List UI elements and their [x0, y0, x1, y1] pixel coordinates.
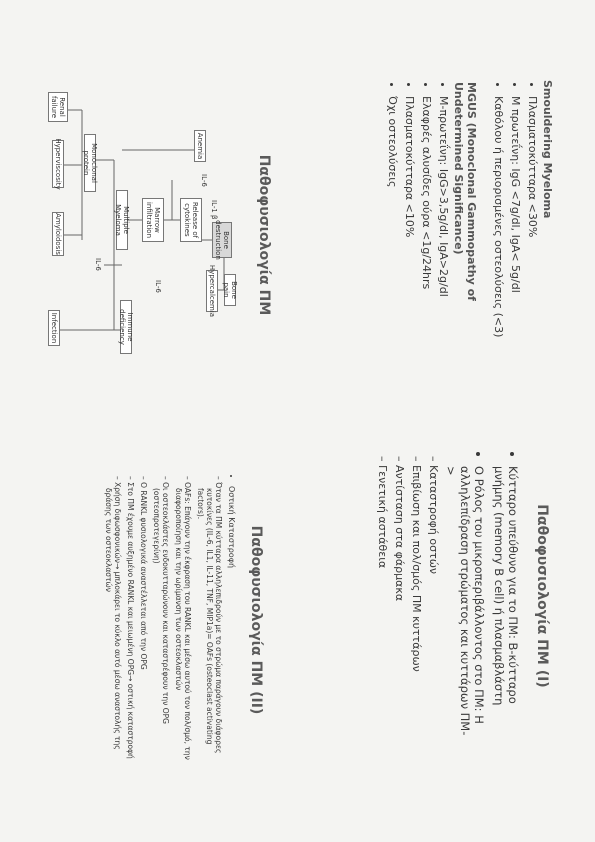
list-item: • Μ πρωτεΐνη: IgG <7g/dl, IgA< 5g/dl	[509, 96, 522, 369]
pathophysiology-diagram	[42, 90, 238, 380]
slide3-list	[444, 450, 520, 742]
slide-title: Παθοφυσιολογία ΠΜ	[256, 154, 272, 316]
slide-smouldering-myeloma	[328, 72, 560, 377]
list-item: – OAFs: Επάγουν την έκφραση του RANKL και μέσω αυτού τον πολ/σμό, την διαφοροποίηση και την ωρίμανση των οστεοκλαστών	[174, 488, 192, 770]
list-item: • Καθόλου ή περιορισμένες οστεολύσεις (<3)	[492, 96, 505, 369]
box-anemia: Anemia	[194, 130, 206, 162]
list-item: – Καταστροφή οστών	[427, 468, 440, 742]
list-item: – Γενετική αστάθεια	[376, 468, 389, 742]
smouldering-list	[492, 80, 539, 369]
slide3-sublist	[376, 450, 440, 742]
slide4-list	[227, 470, 236, 770]
list-item: – Οι οστεοκλάστες ενδοκυτταρώνουν και καταστρέφουν την OPG (οστεοπροτεγερίνη)	[152, 488, 170, 770]
box-hypercalcemia: Hypercalcemia	[208, 264, 216, 318]
list-item: • Ο Ρόλος του μικροπεριβάλλοντος στο ΠΜ: Η αλληλεπίδραση στρώματος και κυττάρων ΠΜ->	[444, 466, 486, 742]
label-il6-bottom: IL-6	[94, 258, 102, 271]
list-item: – Ο RANKL φυσιολογικά αναστέλλεται από την OPG	[139, 488, 148, 770]
box-immune-deficiency: Immune deficiency	[120, 300, 132, 354]
box-bone-pain: Bone pain	[224, 274, 236, 306]
list-item: • Όχι οστεολύσεις	[386, 96, 399, 369]
label-il6-top: IL-6	[200, 174, 208, 187]
list-item: • Κύτταρο υπεύθυνο για το ΠΜ: Β-κύτταρο μνήμης (memory B cell) ή πλασμαβλάστη	[492, 466, 520, 742]
slide-pathophysiology-2	[44, 462, 274, 778]
slide4-sublist	[104, 470, 223, 770]
box-hyperviscosity: Hyperviscosity	[54, 138, 62, 190]
list-item: • Οστική Καταστροφή	[227, 486, 236, 770]
box-amyloidosis: Amyloidosis	[54, 213, 62, 255]
list-item: – Στο ΠΜ έχουμε αυξημένο RANKL και μειωμένη OPG→ οστική καταστροφή	[126, 488, 135, 770]
box-bone-destruction: Bone destruction	[214, 220, 230, 260]
box-infection: Infection	[48, 310, 60, 346]
list-item: • Πλασματοκύτταρα <10%	[403, 96, 416, 369]
slide-title: Παθοφυσιολογία ΠΜ (II)	[248, 525, 264, 715]
slide-pathophysiology-diagram	[42, 90, 272, 380]
list-item: – Όταν τα ΠΜ κύτταρα αλληλεπιδρούν με το στρώμα παράγουν διάφορες κυτοκίνες (IL-6, IL1, IL-11, TNF, MIP1a)= OAFs (osteoclast activating factors).	[196, 488, 223, 770]
list-item: – Επιβίωση και πολ/σμός ΠΜ κυττάρων	[410, 468, 423, 742]
box-multiple-myeloma: Multiple Myeloma	[116, 190, 128, 250]
slide-title: Παθοφυσιολογία ΠΜ (I)	[534, 504, 550, 688]
list-item: • Μ-πρωτεΐνη: IgG>3,5g/dl, IgA>2g/dl	[437, 96, 450, 369]
slide-pathophysiology-1	[320, 440, 560, 752]
list-item: – Χρήση διφωσφονικών→ μπλοκάρει το κύκλο αυτό μέσω αναστολής της δράσης των οστεοκλαστών	[104, 488, 122, 770]
smouldering-heading: Smouldering Myeloma	[541, 80, 554, 219]
mgus-list	[386, 80, 450, 369]
box-release-cytokines: Release of cytokines	[180, 198, 202, 242]
box-marrow-infiltration: Marrow infiltration	[142, 198, 164, 242]
box-renal-failure: Renal failure	[48, 92, 68, 122]
box-monoclonal-protein: Monoclonal protein	[84, 134, 96, 192]
list-item: • Ελαφρές αλυσίδες ούρα <1g/24hrs	[420, 96, 433, 369]
list-item: – Αντίσταση στα φάρμακα	[393, 468, 406, 742]
mgus-heading: MGUS (Monoclonal Gammopathy of Undetermined Significance)	[452, 82, 478, 301]
label-il6-right: IL-6	[154, 280, 162, 293]
label-il1b: IL-1 β	[210, 200, 218, 220]
list-item: • Πλασματοκύτταρα <30%	[526, 96, 539, 369]
